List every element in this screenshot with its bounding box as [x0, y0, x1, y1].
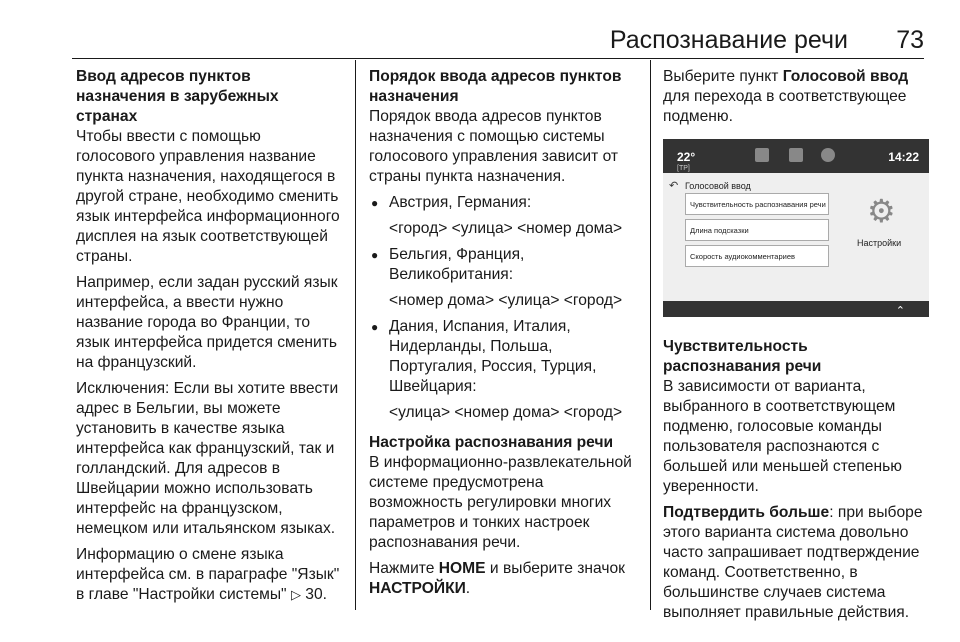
screen-illustration [663, 139, 929, 317]
header-rule [72, 58, 924, 59]
phone-icon [789, 148, 803, 162]
paragraph: : при выборе этого варианта система довольно часто запрашивает подтверждение команд. Соответственно, в большинстве случаев система выполняет правильные действия. [663, 504, 923, 621]
section-heading: Настройка распознавания речи [369, 434, 614, 451]
address-format: <улица> <номер дома> <город> [389, 404, 623, 421]
menu-item[interactable]: Чувствительность распознавания речи [685, 193, 829, 215]
header-title: Распознавание речи [609, 26, 848, 54]
nav-icon [821, 148, 835, 162]
column-divider [355, 60, 356, 610]
column-divider [650, 60, 651, 610]
settings-label: НАСТРОЙКИ [369, 580, 466, 597]
screen-title: Голосовой ввод [685, 181, 751, 191]
text: и выберите значок [489, 560, 625, 577]
menu-item-label: Голосовой ввод [782, 68, 909, 85]
column-3 [663, 67, 929, 629]
address-format: <город> <улица> <номер дома> [389, 220, 623, 237]
page-ref-arrow-icon: ▷ [290, 587, 301, 602]
section-heading: Ввод адресов пунктов назначения в зарубежных странах [76, 68, 279, 125]
audio-icon [755, 148, 769, 162]
paragraph: В зависимости от варианта, выбранного в соответствующем подменю, голосовые команды пользователя распознаются с большей или меньшей степенью уверенности. [663, 378, 902, 495]
paragraph: В информационно-развлекательной системе предусмотрена возможность регулировки многих параметров и тонких настроек распознавания речи. [369, 454, 632, 551]
back-icon[interactable]: ↶ [669, 180, 679, 192]
temperature: 22° [677, 150, 696, 164]
screen-body [663, 173, 929, 301]
clock: 14:22 [888, 150, 919, 164]
chevron-up-icon[interactable]: ⌃ [895, 305, 905, 317]
section-heading: Чувствительность распознавания речи [663, 338, 822, 375]
text: Нажмите [369, 560, 435, 577]
tp-indicator: [TP] [677, 165, 690, 172]
list-item: ● Австрия, Германия: [369, 193, 637, 213]
page-number: 73 [896, 26, 924, 54]
screen-bottom-bar [663, 301, 929, 317]
paragraph: Чтобы ввести с помощью голосового управления название пункта назначения, находящегося в другой стране, необходимо сменить язык интерфейса информационного дисплея на язык соответствующей страны. [76, 128, 340, 265]
settings-label: Настройки [857, 238, 902, 248]
column-1 [76, 67, 344, 611]
paragraph: Порядок ввода адресов пунктов назначения с помощью системы голосового управления зависит от страны пункта назначения. [369, 108, 619, 185]
text: для перехода в соответствующее подменю. [663, 88, 907, 125]
address-format: <номер дома> <улица> <город> [389, 292, 623, 309]
section-heading: Порядок ввода адресов пунктов назначения [369, 68, 622, 105]
menu-item[interactable]: Длина подсказки [685, 219, 829, 241]
paragraph: Исключения: Если вы хотите ввести адрес в Бельгии, вы можете установить в качестве языка интерфейса как французский, так и голландский. Для адресов в Швейцарии можно использовать интерфейс на французском, немецком или итальянском языках. [76, 380, 339, 537]
screen-status-bar [663, 139, 929, 173]
paragraph: Например, если задан русский язык интерфейса, а ввести нужно название города во Франции, то язык интерфейса придется сменить на французский. [76, 274, 338, 371]
home-label: HOME [438, 560, 486, 577]
text: Выберите пункт [663, 68, 779, 85]
menu-item[interactable]: Скорость аудиокомментариев [685, 245, 829, 267]
list-item: ● Дания, Испания, Италия, Нидерланды, Польша, Португалия, Россия, Турция, Швейцария: [369, 317, 637, 397]
paragraph: Информацию о смене языка интерфейса см. в параграфе "Язык" в главе "Настройки системы" [76, 546, 340, 603]
text: . [465, 580, 471, 597]
option-label: Подтвердить больше [663, 504, 830, 521]
page-reference: 30. [305, 586, 327, 603]
list-item: ● Бельгия, Франция, Великобритания: [369, 245, 637, 285]
page-header [0, 0, 960, 58]
column-2 [369, 67, 637, 605]
gear-icon: ⚙ [867, 193, 896, 229]
